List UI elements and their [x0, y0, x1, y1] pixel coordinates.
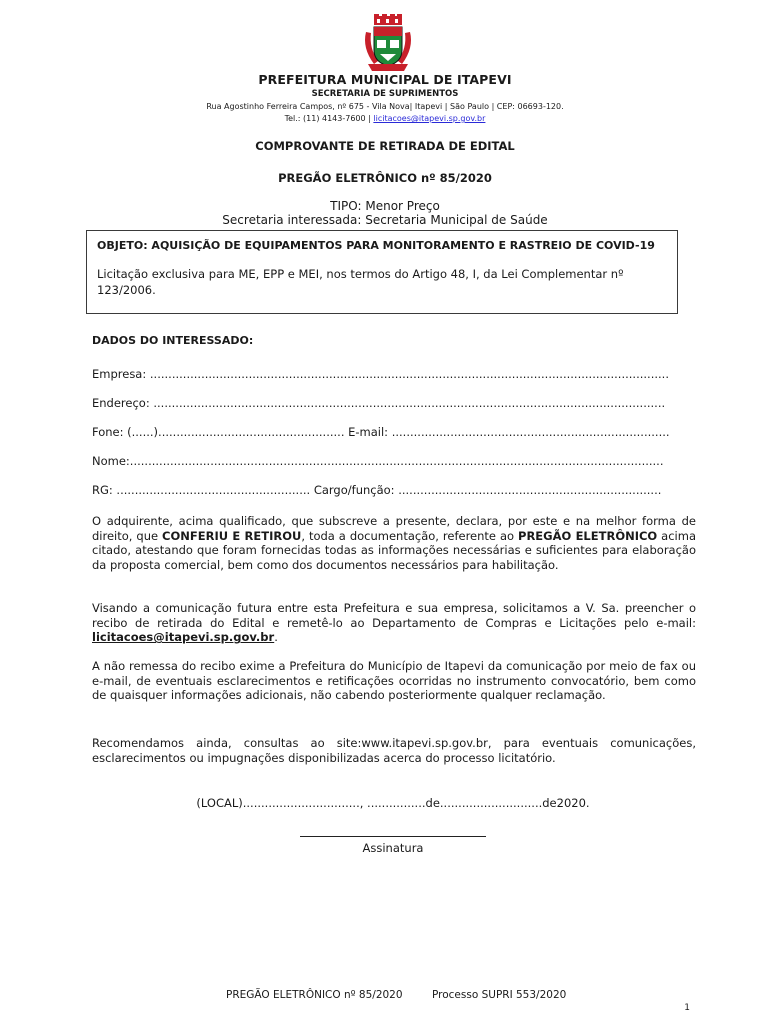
nome-field[interactable]: Nome:..................................................................................................................................................: [92, 454, 664, 468]
p1-text-a: O adquirente, acima qualificado, que subscreve a presente, declara, por este e na melhor forma de direito, que: [92, 514, 696, 543]
objeto-box: [86, 230, 678, 314]
empresa-field[interactable]: Empresa: ..............................................................................................................................................: [92, 367, 669, 381]
header-tel-prefix: Tel.: (11) 4143-7600 |: [284, 114, 371, 123]
p2-email-link[interactable]: licitacoes@itapevi.sp.gov.br: [92, 630, 275, 645]
footer-pregao: PREGÃO ELETRÔNICO nº 85/2020: [226, 989, 403, 1001]
secretaria-interessada: Secretaria interessada: Secretaria Municipal de Saúde: [222, 213, 548, 227]
coat-of-arms-icon: [360, 14, 416, 72]
pregao-number: PREGÃO ELETRÔNICO nº 85/2020: [278, 171, 492, 185]
p1-bold-conferiu: CONFERIU E RETIROU: [162, 528, 302, 543]
local-date-line[interactable]: (LOCAL)................................, ................de............................de2020.: [196, 796, 590, 810]
fone-email-field[interactable]: Fone: (......)................................................... E-mail: ............................................................................: [92, 425, 670, 439]
objeto-text: Licitação exclusiva para ME, EPP e MEI, nos termos do Artigo 48, I, da Lei Complementar nº 123/2006.: [97, 267, 624, 297]
signature-label: Assinatura: [362, 841, 424, 855]
header-title: PREFEITURA MUNICIPAL DE ITAPEVI: [258, 72, 512, 87]
non-remittance-paragraph: A não remessa do recibo exime a Prefeitura do Município de Itapevi da comunicação por meio de fax ou e-mail, de eventuais esclarecimentos e retificações ocorridas no instrumento convocatório, bem como de quaisquer informações adicionais, não cabendo posteriormente qualquer reclamação.: [92, 659, 696, 703]
tipo-line: TIPO: Menor Preço: [330, 199, 440, 213]
recommendation-paragraph: Recomendamos ainda, consultas ao site:www.itapevi.sp.gov.br, para eventuais comunicações, esclarecimentos ou impugnações disponibilizadas acerca do processo licitatório.: [92, 736, 696, 765]
footer-processo: Processo SUPRI 553/2020: [432, 989, 567, 1001]
p1-text-e: acima citado, atestando que foram fornecidas todas as informações necessárias e suficientes para elaboração da proposta comercial, bem como dos documentos necessários para habilitação.: [92, 528, 696, 572]
signature-line: [300, 836, 486, 837]
header-email-link[interactable]: licitacoes@itapevi.sp.gov.br: [373, 114, 486, 123]
p1-text-c: , toda a documentação, referente ao: [301, 528, 519, 543]
communication-paragraph: [92, 601, 696, 645]
endereco-field[interactable]: Endereço: ............................................................................................................................................: [92, 396, 666, 410]
header-address: Rua Agostinho Ferreira Campos, nº 675 - Vila Nova| Itapevi | São Paulo | CEP: 06693-120.: [206, 102, 564, 111]
document-title: COMPROVANTE DE RETIRADA DE EDITAL: [255, 139, 515, 153]
rg-cargo-field[interactable]: RG: ..................................................... Cargo/função: ........................................................................: [92, 483, 662, 497]
dados-heading: DADOS DO INTERESSADO:: [92, 334, 254, 347]
p2-text-b: .: [274, 630, 278, 645]
declaration-paragraph: [92, 514, 696, 572]
header-secretaria: SECRETARIA DE SUPRIMENTOS: [311, 89, 459, 99]
p2-text-a: Visando a comunicação futura entre esta Prefeitura e sua empresa, solicitamos a V. Sa. preencher o recibo de retirada do Edital e remetê-lo ao Departamento de Compras e Licitações pelo e-mail:: [92, 601, 696, 630]
p1-bold-pregao: PREGÃO ELETRÔNICO: [518, 528, 658, 543]
header-telephone: [0, 114, 770, 123]
page-number: 1: [684, 1003, 690, 1013]
objeto-title: OBJETO: AQUISIÇÃO DE EQUIPAMENTOS PARA MONITORAMENTO E RASTREIO DE COVID-19: [97, 239, 655, 252]
